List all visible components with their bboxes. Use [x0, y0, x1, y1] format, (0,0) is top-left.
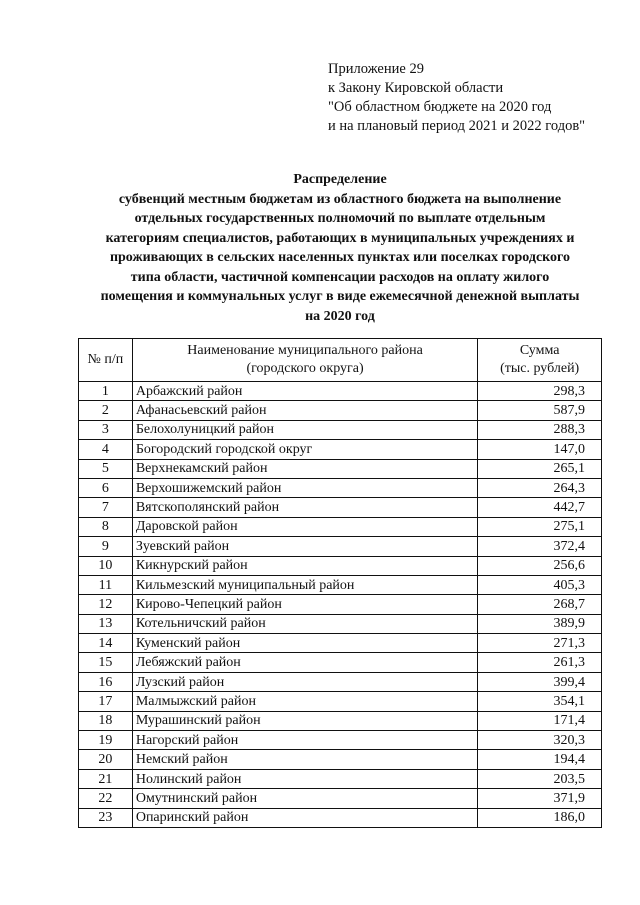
- row-municipality-name: Зуевский район: [132, 537, 477, 556]
- table-row: [79, 808, 602, 827]
- row-number: 7: [79, 498, 133, 517]
- row-number: 17: [79, 692, 133, 711]
- row-number: 2: [79, 401, 133, 420]
- row-number: 16: [79, 672, 133, 691]
- row-municipality-name: Даровской район: [132, 517, 477, 536]
- appendix-line: Приложение 29: [328, 61, 424, 77]
- row-sum: 298,3: [478, 382, 602, 401]
- row-sum: 261,3: [478, 653, 602, 672]
- table-row: [79, 556, 602, 575]
- title-line: на 2020 год: [305, 308, 375, 324]
- row-number: 22: [79, 789, 133, 808]
- row-number: 23: [79, 808, 133, 827]
- table-row: [79, 711, 602, 730]
- title-line: помещения и коммунальных услуг в виде ежемесячной денежной выплаты: [100, 289, 580, 304]
- row-number: 20: [79, 750, 133, 769]
- row-sum: 271,3: [478, 634, 602, 653]
- row-sum: 147,0: [478, 440, 602, 459]
- row-sum: 354,1: [478, 692, 602, 711]
- row-municipality-name: Кильмезский муниципальный район: [132, 575, 477, 594]
- table-row: [79, 420, 602, 439]
- row-municipality-name: Белохолуницкий район: [132, 420, 477, 439]
- row-municipality-name: Лебяжский район: [132, 653, 477, 672]
- row-sum: 194,4: [478, 750, 602, 769]
- row-municipality-name: Богородский городской округ: [132, 440, 477, 459]
- header-municipality-line2: (городского округа): [246, 361, 364, 376]
- table-row: [79, 634, 602, 653]
- table-row: [79, 517, 602, 536]
- table-row: [79, 498, 602, 517]
- title-line: Распределение: [293, 172, 387, 187]
- table-row: [79, 401, 602, 420]
- row-municipality-name: Лузский район: [132, 672, 477, 691]
- row-municipality-name: Кирово-Чепецкий район: [132, 595, 477, 614]
- row-municipality-name: Верхошижемский район: [132, 478, 477, 497]
- row-sum: 587,9: [478, 401, 602, 420]
- row-number: 5: [79, 459, 133, 478]
- row-sum: 264,3: [478, 478, 602, 497]
- row-municipality-name: Опаринский район: [132, 808, 477, 827]
- title-line: проживающих в сельских населенных пунктах или поселках городского: [109, 250, 571, 265]
- table-row: [79, 692, 602, 711]
- row-sum: 320,3: [478, 731, 602, 750]
- row-sum: 288,3: [478, 420, 602, 439]
- appendix-line: и на плановый период 2021 и 2022 годов": [328, 118, 586, 134]
- title-line: субвенций местным бюджетам из областного бюджета на выполнение: [118, 191, 562, 207]
- title-line: отдельных государственных полномочий по выплате отдельным: [134, 211, 546, 226]
- row-municipality-name: Афанасьевский район: [132, 401, 477, 420]
- table-row: [79, 595, 602, 614]
- row-municipality-name: Верхнекамский район: [132, 459, 477, 478]
- row-number: 8: [79, 517, 133, 536]
- row-sum: 389,9: [478, 614, 602, 633]
- table-row: [79, 789, 602, 808]
- table-header-row: [79, 339, 602, 382]
- row-sum: 372,4: [478, 537, 602, 556]
- table-row: [79, 672, 602, 691]
- row-number: 11: [79, 575, 133, 594]
- appendix-line: "Об областном бюджете на 2020 год: [328, 99, 552, 115]
- distribution-table: [78, 338, 602, 828]
- row-sum: 275,1: [478, 517, 602, 536]
- appendix-line: к Закону Кировской области: [328, 80, 504, 96]
- row-sum: 268,7: [478, 595, 602, 614]
- title-line: категориям специалистов, работающих в муниципальных учреждениях и: [105, 230, 575, 246]
- row-sum: 405,3: [478, 575, 602, 594]
- row-municipality-name: Нолинский район: [132, 769, 477, 788]
- table-row: [79, 382, 602, 401]
- header-municipality: [132, 339, 477, 382]
- row-municipality-name: Мурашинский район: [132, 711, 477, 730]
- row-number: 10: [79, 556, 133, 575]
- row-sum: 371,9: [478, 789, 602, 808]
- appendix-header: [328, 60, 585, 136]
- row-sum: 256,6: [478, 556, 602, 575]
- row-sum: 442,7: [478, 498, 602, 517]
- title-line: типа области, частичной компенсации расходов на оплату жилого: [130, 269, 550, 285]
- row-municipality-name: Котельничский район: [132, 614, 477, 633]
- row-municipality-name: Нагорский район: [132, 731, 477, 750]
- row-sum: 399,4: [478, 672, 602, 691]
- row-sum: 171,4: [478, 711, 602, 730]
- row-sum: 265,1: [478, 459, 602, 478]
- row-municipality-name: Вятскополянский район: [132, 498, 477, 517]
- document-title: [40, 170, 640, 326]
- row-sum: 203,5: [478, 769, 602, 788]
- row-number: 13: [79, 614, 133, 633]
- header-municipality-line1: Наименование муниципального района: [187, 343, 423, 358]
- row-number: 12: [79, 595, 133, 614]
- row-municipality-name: Куменский район: [132, 634, 477, 653]
- row-number: 3: [79, 420, 133, 439]
- row-number: 21: [79, 769, 133, 788]
- table-row: [79, 478, 602, 497]
- row-number: 19: [79, 731, 133, 750]
- row-municipality-name: Арбажский район: [132, 382, 477, 401]
- row-municipality-name: Кикнурский район: [132, 556, 477, 575]
- row-municipality-name: Малмыжский район: [132, 692, 477, 711]
- row-number: 4: [79, 440, 133, 459]
- row-municipality-name: Немский район: [132, 750, 477, 769]
- row-number: 18: [79, 711, 133, 730]
- table-row: [79, 440, 602, 459]
- row-number: 9: [79, 537, 133, 556]
- table-row: [79, 731, 602, 750]
- row-number: 1: [79, 382, 133, 401]
- row-municipality-name: Омутнинский район: [132, 789, 477, 808]
- header-sum-line1: Сумма: [519, 343, 560, 358]
- table-row: [79, 459, 602, 478]
- table-row: [79, 653, 602, 672]
- table-row: [79, 769, 602, 788]
- table-row: [79, 537, 602, 556]
- header-sum-line2: (тыс. рублей): [500, 361, 580, 376]
- row-sum: 186,0: [478, 808, 602, 827]
- header-number: № п/п: [79, 339, 133, 382]
- row-number: 14: [79, 634, 133, 653]
- row-number: 6: [79, 478, 133, 497]
- header-sum: [478, 339, 602, 382]
- table-row: [79, 614, 602, 633]
- table-row: [79, 575, 602, 594]
- row-number: 15: [79, 653, 133, 672]
- table-row: [79, 750, 602, 769]
